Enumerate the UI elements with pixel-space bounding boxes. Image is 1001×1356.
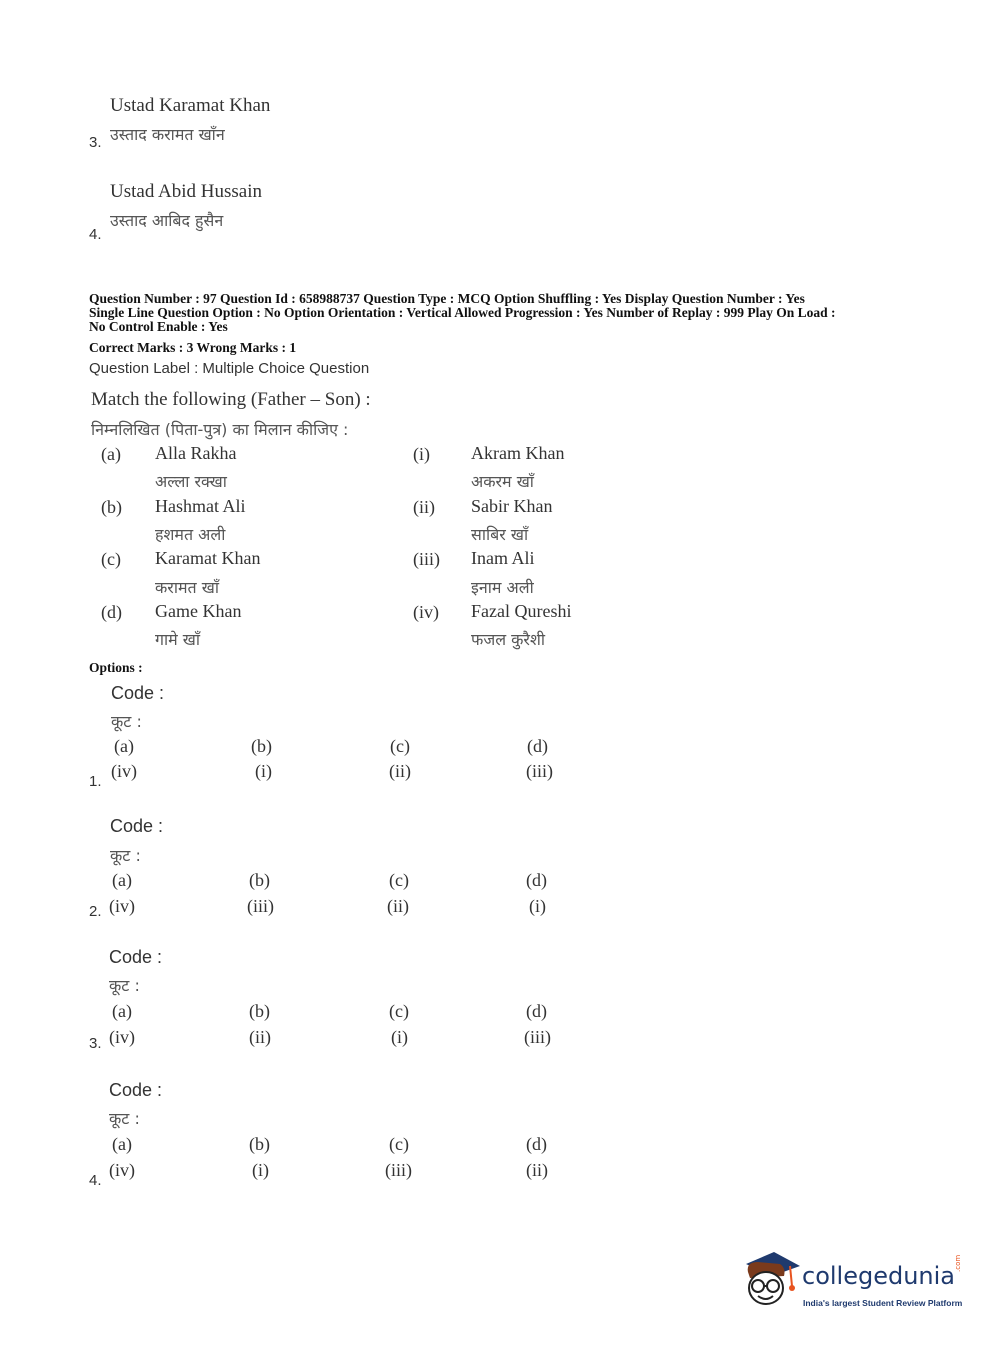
code-header-d: (d) <box>526 1001 547 1021</box>
left-key-d: (d) <box>101 602 122 622</box>
code-label-hindi: कूट : <box>110 846 141 865</box>
right-english-ii: Sabir Khan <box>471 496 553 516</box>
brand-suffix: .com <box>954 1254 962 1272</box>
left-hindi-d: गामे खाँ <box>155 630 201 649</box>
code-header-c: (c) <box>389 870 409 890</box>
left-hindi-a: अल्ला रक्खा <box>155 472 227 491</box>
option-number: 1. <box>89 773 102 790</box>
right-key-iv: (iv) <box>413 602 439 622</box>
brand-name: collegedunia <box>802 1262 956 1290</box>
prev-option-3-english: Ustad Karamat Khan <box>110 95 271 116</box>
code-label-english: Code : <box>111 683 165 703</box>
left-english-c: Karamat Khan <box>155 548 261 568</box>
prev-option-4-number: 4. <box>89 226 102 243</box>
right-key-i: (i) <box>413 444 430 464</box>
right-hindi-iii: इनाम अली <box>471 578 534 597</box>
question-meta-line-3: No Control Enable : Yes <box>89 319 228 334</box>
left-hindi-c: करामत खाँ <box>155 578 219 597</box>
code-label-english: Code : <box>109 947 163 967</box>
code-header-b: (b) <box>249 870 270 890</box>
prev-option-3-hindi: उस्ताद करामत खाँन <box>110 125 225 144</box>
question-marks: Correct Marks : 3 Wrong Marks : 1 <box>89 340 297 355</box>
code-header-b: (b) <box>249 1134 270 1154</box>
code-header-c: (c) <box>389 1001 409 1021</box>
right-key-iii: (iii) <box>413 549 440 569</box>
code-header-d: (d) <box>526 1134 547 1154</box>
code-value-d: (iii) <box>526 761 553 781</box>
code-value-c: (ii) <box>389 761 411 781</box>
left-key-b: (b) <box>101 497 122 517</box>
code-header-b: (b) <box>251 736 272 756</box>
collegedunia-logo <box>740 1246 970 1316</box>
code-value-d: (i) <box>529 896 546 916</box>
option-number: 4. <box>89 1172 102 1189</box>
code-header-a: (a) <box>114 736 134 756</box>
code-value-b: (i) <box>252 1160 269 1180</box>
code-header-a: (a) <box>112 870 132 890</box>
code-header-c: (c) <box>389 1134 409 1154</box>
code-label-hindi: कूट : <box>109 976 140 995</box>
brand-tagline: India's largest Student Review Platform <box>803 1298 963 1308</box>
code-header-d: (d) <box>527 736 548 756</box>
code-header-b: (b) <box>249 1001 270 1021</box>
prev-option-4-english: Ustad Abid Hussain <box>110 181 262 202</box>
code-value-d: (iii) <box>524 1027 551 1047</box>
left-key-c: (c) <box>101 549 121 569</box>
left-hindi-b: हशमत अली <box>155 525 226 544</box>
code-header-c: (c) <box>390 736 410 756</box>
code-label-hindi: कूट : <box>109 1109 140 1128</box>
right-key-ii: (ii) <box>413 497 435 517</box>
options-heading: Options : <box>89 660 143 675</box>
code-label-english: Code : <box>110 816 164 836</box>
code-value-d: (ii) <box>526 1160 548 1180</box>
mascot-icon <box>740 1246 800 1310</box>
question-meta-line-2: Single Line Question Option : No Option Orientation : Vertical Allowed Progression : Yes Number of Replay : 999 Play On Load : <box>89 305 836 320</box>
code-header-a: (a) <box>112 1001 132 1021</box>
option-number: 2. <box>89 903 102 920</box>
code-label-hindi: कूट : <box>111 712 142 731</box>
code-value-a: (iv) <box>111 761 137 781</box>
left-english-d: Game Khan <box>155 601 242 621</box>
prev-option-4-hindi: उस्ताद आबिद हुसैन <box>110 211 224 230</box>
code-value-a: (iv) <box>109 1027 135 1047</box>
right-english-i: Akram Khan <box>471 443 565 463</box>
code-header-d: (d) <box>526 870 547 890</box>
left-english-b: Hashmat Ali <box>155 496 246 516</box>
code-value-b: (iii) <box>247 896 274 916</box>
code-value-b: (i) <box>255 761 272 781</box>
code-header-a: (a) <box>112 1134 132 1154</box>
code-value-c: (i) <box>391 1027 408 1047</box>
code-value-a: (iv) <box>109 896 135 916</box>
question-text-hindi: निम्नलिखित (पिता-पुत्र) का मिलान कीजिए : <box>91 420 349 439</box>
code-value-c: (iii) <box>385 1160 412 1180</box>
left-english-a: Alla Rakha <box>155 443 237 463</box>
right-english-iv: Fazal Qureshi <box>471 601 572 621</box>
code-value-b: (ii) <box>249 1027 271 1047</box>
right-hindi-i: अकरम खाँ <box>471 472 534 491</box>
right-english-iii: Inam Ali <box>471 548 535 568</box>
question-meta-line-1: Question Number : 97 Question Id : 658988737 Question Type : MCQ Option Shuffling : Yes Display Question Number : Yes <box>89 291 805 306</box>
right-hindi-ii: साबिर खाँ <box>471 525 529 544</box>
prev-option-3-number: 3. <box>89 134 102 151</box>
option-number: 3. <box>89 1035 102 1052</box>
left-key-a: (a) <box>101 444 121 464</box>
question-label: Question Label : Multiple Choice Question <box>89 360 370 377</box>
code-value-a: (iv) <box>109 1160 135 1180</box>
question-text-english: Match the following (Father – Son) : <box>91 389 371 410</box>
code-label-english: Code : <box>109 1080 163 1100</box>
code-value-c: (ii) <box>387 896 409 916</box>
right-hindi-iv: फजल कुरैशी <box>471 630 545 649</box>
